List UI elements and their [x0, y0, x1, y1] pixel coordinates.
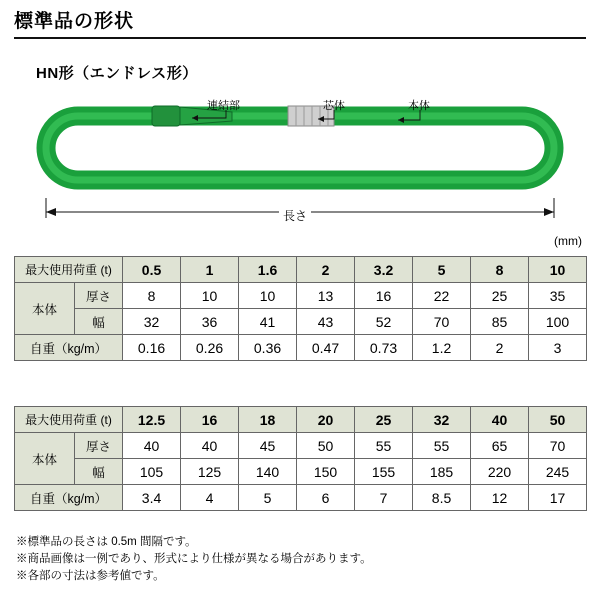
cell-value: 12	[471, 485, 529, 511]
cell-value: 125	[181, 459, 239, 485]
cell-value: 0.26	[181, 335, 239, 361]
table-row	[15, 459, 587, 485]
spec-table-bottom	[14, 406, 587, 511]
table-row	[15, 309, 587, 335]
cell-value: 13	[297, 283, 355, 309]
section-subtitle: HN形（エンドレス形）	[36, 65, 198, 82]
capacity-value: 16	[181, 407, 239, 433]
cell-value: 5	[239, 485, 297, 511]
cell-value: 8.5	[413, 485, 471, 511]
cell-value: 7	[355, 485, 413, 511]
capacity-value: 25	[355, 407, 413, 433]
weight-row-label: 自重（kg/m）	[15, 335, 123, 361]
length-label: 長さ	[279, 207, 311, 224]
cell-value: 140	[239, 459, 297, 485]
capacity-value: 2	[297, 257, 355, 283]
page-header	[14, 10, 586, 39]
cell-value: 2	[471, 335, 529, 361]
header-divider	[14, 37, 586, 39]
unit-note: (mm)	[554, 234, 582, 248]
cell-value: 155	[355, 459, 413, 485]
footnotes	[16, 534, 372, 585]
cell-value: 65	[471, 433, 529, 459]
sling-diagram	[0, 88, 600, 238]
capacity-value: 40	[471, 407, 529, 433]
cell-value: 245	[529, 459, 587, 485]
capacity-value: 20	[297, 407, 355, 433]
cell-value: 52	[355, 309, 413, 335]
cell-value: 17	[529, 485, 587, 511]
footnote-item: ※各部の寸法は参考値です。	[16, 570, 165, 582]
cell-value: 8	[123, 283, 181, 309]
capacity-value: 12.5	[123, 407, 181, 433]
weight-row-label: 自重（kg/m）	[15, 485, 123, 511]
table-row	[15, 257, 587, 283]
table-row	[15, 407, 587, 433]
callout-body: 本体	[408, 100, 430, 112]
cell-value: 35	[529, 283, 587, 309]
cell-value: 55	[413, 433, 471, 459]
table-row	[15, 433, 587, 459]
table-row	[15, 485, 587, 511]
page-title: 標準品の形状	[14, 11, 135, 32]
cell-value: 22	[413, 283, 471, 309]
cell-value: 150	[297, 459, 355, 485]
cell-value: 3.4	[123, 485, 181, 511]
capacity-value: 1	[181, 257, 239, 283]
cell-value: 41	[239, 309, 297, 335]
cell-value: 70	[413, 309, 471, 335]
cell-value: 105	[123, 459, 181, 485]
callout-core: 芯体	[323, 100, 345, 112]
footnote-item: ※商品画像は一例であり、形式により仕様が異なる場合があります。	[16, 553, 372, 565]
capacity-value: 50	[529, 407, 587, 433]
cell-value: 6	[297, 485, 355, 511]
cell-value: 43	[297, 309, 355, 335]
body-group-label: 本体	[15, 283, 75, 335]
cell-value: 185	[413, 459, 471, 485]
cell-value: 45	[239, 433, 297, 459]
footnote-item: ※標準品の長さは 0.5m 間隔です。	[16, 536, 197, 548]
row-label-thickness: 厚さ	[75, 433, 123, 459]
capacity-value: 10	[529, 257, 587, 283]
capacity-value: 8	[471, 257, 529, 283]
cell-value: 16	[355, 283, 413, 309]
capacity-value: 3.2	[355, 257, 413, 283]
cell-value: 40	[123, 433, 181, 459]
table-row	[15, 335, 587, 361]
table-row	[15, 283, 587, 309]
row-label-width: 幅	[75, 459, 123, 485]
row-label-width: 幅	[75, 309, 123, 335]
cell-value: 36	[181, 309, 239, 335]
cell-value: 1.2	[413, 335, 471, 361]
cell-value: 220	[471, 459, 529, 485]
cell-value: 70	[529, 433, 587, 459]
cell-value: 100	[529, 309, 587, 335]
cell-value: 10	[239, 283, 297, 309]
cell-value: 10	[181, 283, 239, 309]
cell-value: 0.16	[123, 335, 181, 361]
cell-value: 25	[471, 283, 529, 309]
cell-value: 0.73	[355, 335, 413, 361]
cell-value: 4	[181, 485, 239, 511]
cell-value: 55	[355, 433, 413, 459]
cell-value: 32	[123, 309, 181, 335]
capacity-header-label: 最大使用荷重 (t)	[15, 257, 123, 283]
capacity-value: 0.5	[123, 257, 181, 283]
cell-value: 85	[471, 309, 529, 335]
cell-value: 0.47	[297, 335, 355, 361]
capacity-value: 18	[239, 407, 297, 433]
callout-connector: 連結部	[207, 100, 240, 112]
capacity-value: 5	[413, 257, 471, 283]
cell-value: 50	[297, 433, 355, 459]
spec-table-top	[14, 256, 587, 361]
capacity-value: 1.6	[239, 257, 297, 283]
body-group-label: 本体	[15, 433, 75, 485]
capacity-value: 32	[413, 407, 471, 433]
cell-value: 40	[181, 433, 239, 459]
capacity-header-label: 最大使用荷重 (t)	[15, 407, 123, 433]
row-label-thickness: 厚さ	[75, 283, 123, 309]
cell-value: 0.36	[239, 335, 297, 361]
cell-value: 3	[529, 335, 587, 361]
